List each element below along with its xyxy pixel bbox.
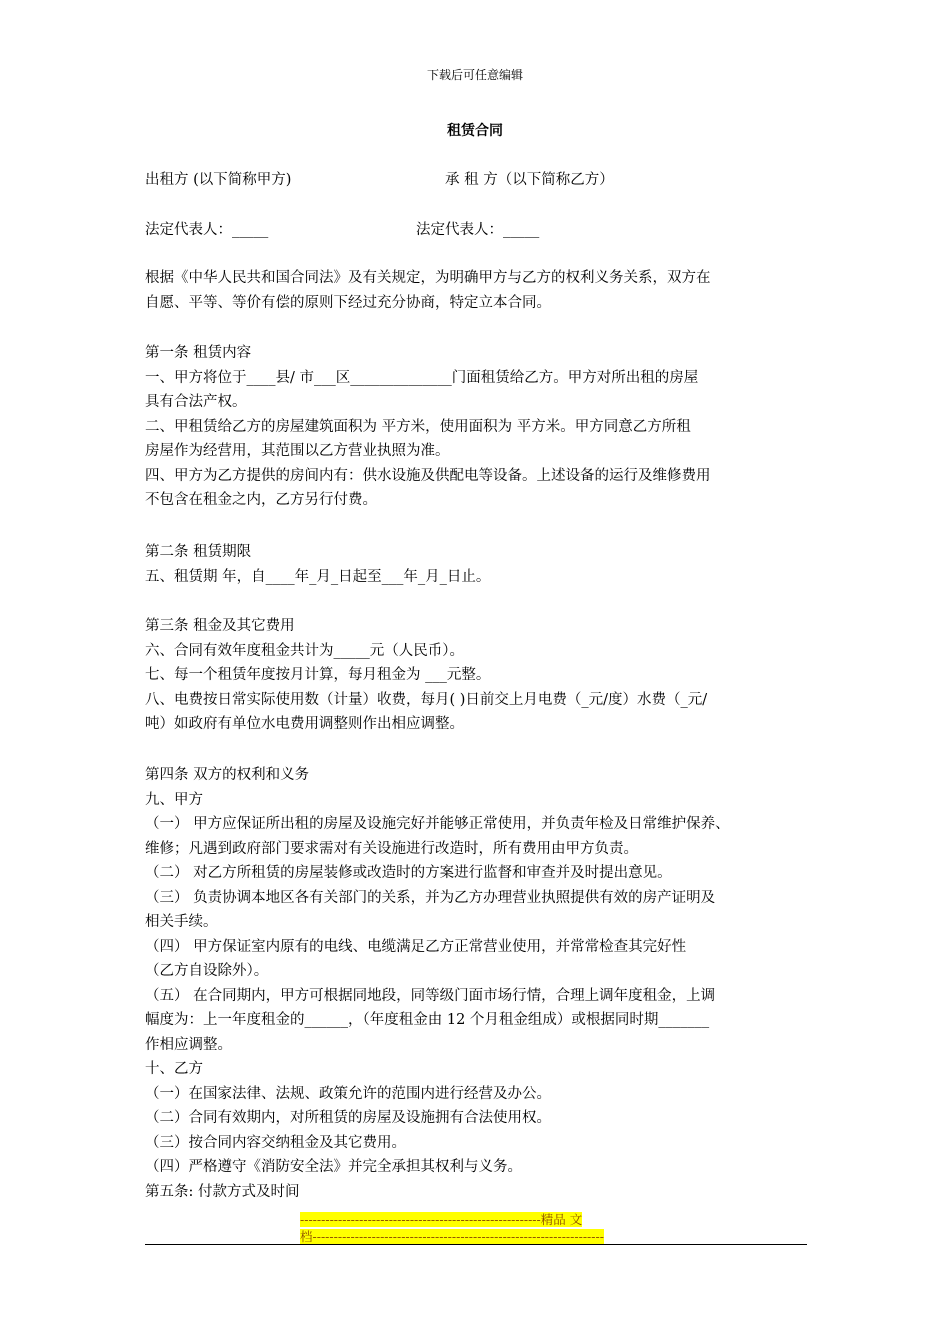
clause-line: 作相应调整。 xyxy=(145,1036,232,1053)
article-2 xyxy=(145,540,807,589)
clause-line: 九、甲方 xyxy=(145,791,203,808)
footer-band-line: 档--------------------------------------------------------------------- xyxy=(300,1229,604,1244)
clause-line: （三）按合同内容交纳租金及其它费用。 xyxy=(145,1134,406,1151)
lessor-representative xyxy=(145,218,268,239)
article-heading: 第五条: 付款方式及时间 xyxy=(145,1183,300,1200)
clause-line: （一）在国家法律、法规、政策允许的范围内进行经营及办公。 xyxy=(145,1085,551,1102)
clause-line: 四、甲方为乙方提供的房间内有：供水设施及供配电等设备。上述设备的运行及维修费用 xyxy=(145,467,711,484)
lessee-representative xyxy=(416,218,539,239)
preamble-line: 根据《中华人民共和国合同法》及有关规定，为明确甲方与乙方的权利义务关系，双方在 xyxy=(145,270,711,286)
lessor-label: 出租方 (以下简称甲方) xyxy=(145,172,292,188)
clause-line: 一、甲方将位于____县/ 市___区______________门面租赁给乙方。甲方对所出租的房屋 xyxy=(145,369,699,386)
lessee-rep-label: 法定代表人： xyxy=(416,222,503,238)
clause-line: 维修；凡遇到政府部门要求需对有关设施进行改造时，所有费用由甲方负责。 xyxy=(145,840,638,857)
preamble-line: 自愿、平等、等价有偿的原则下经过充分协商，特定立本合同。 xyxy=(145,294,551,311)
article-heading: 第二条 租赁期限 xyxy=(145,544,252,560)
document-title: 租赁合同 xyxy=(447,123,503,139)
clause-line: 八、电费按日常实际使用数（计量）收费，每月( )日前交上月电费（_元/度）水费（_元/ xyxy=(145,691,708,708)
footer-band-line: ---------------------------------------------------------精品 文 xyxy=(300,1212,583,1227)
footer-rule xyxy=(145,1244,807,1245)
clause-line: （乙方自设除外）。 xyxy=(145,963,269,979)
footer-band xyxy=(300,1211,648,1245)
clause-line: （四） 甲方保证室内原有的电线、电缆满足乙方正常营业使用，并常常检查其完好性 xyxy=(145,938,687,955)
clause-line: 七、每一个租赁年度按月计算，每月租金为 ___元整。 xyxy=(145,667,491,683)
clause-line: 十、乙方 xyxy=(145,1061,203,1077)
lessee-rep-blank: _____ xyxy=(503,222,540,238)
clause-line: （二） 对乙方所租赁的房屋装修或改造时的方案进行监督和审查并及时提出意见。 xyxy=(145,865,672,881)
clause-line: 六、合同有效年度租金共计为_____元（人民币）。 xyxy=(145,642,464,659)
clause-line: 相关手续。 xyxy=(145,914,218,930)
article-4 xyxy=(145,763,807,1204)
lessor-rep-blank: _____ xyxy=(232,222,269,238)
lessee-label: 承 租 方（以下简称乙方） xyxy=(445,172,614,188)
clause-line: 房屋作为经营用，其范围以乙方营业执照为准。 xyxy=(145,443,450,459)
clause-line: （四）严格遵守《消防安全法》并完全承担其权利与义务。 xyxy=(145,1159,522,1175)
clause-line: 不包含在租金之内，乙方另行付费。 xyxy=(145,492,377,508)
article-heading: 第三条 租金及其它费用 xyxy=(145,618,295,634)
article-1 xyxy=(145,341,807,513)
clause-line: 五、租赁期 年，自____年_月_日起至___年_月_日止。 xyxy=(145,568,491,585)
lessor-rep-label: 法定代表人： xyxy=(145,222,232,238)
article-3 xyxy=(145,614,807,737)
clause-line: （五） 在合同期内，甲方可根据同地段，同等级门面市场行情，合理上调年度租金，上调 xyxy=(145,987,716,1004)
clause-line: 二、甲租赁给乙方的房屋建筑面积为 平方米，使用面积为 平方米。甲方同意乙方所租 xyxy=(145,418,691,435)
clause-line: （二）合同有效期内，对所租赁的房屋及设施拥有合法使用权。 xyxy=(145,1110,551,1126)
article-heading: 第四条 双方的权利和义务 xyxy=(145,767,310,783)
header-note: 下载后可任意编辑 xyxy=(426,68,523,82)
clause-line: （三） 负责协调本地区各有关部门的关系，并为乙方办理营业执照提供有效的房产证明及 xyxy=(145,889,716,906)
article-heading: 第一条 租赁内容 xyxy=(145,345,252,361)
clause-line: 具有合法产权。 xyxy=(145,394,247,410)
preamble xyxy=(145,266,807,315)
clause-line: 吨）如政府有单位水电费用调整则作出相应调整。 xyxy=(145,716,464,732)
clause-line: 幅度为：上一年度租金的______，（年度租金由 12 个月租金组成）或根据同时期_______ xyxy=(145,1012,710,1028)
clause-line: （一） 甲方应保证所出租的房屋及设施完好并能够正常使用，并负责年检及日常维护保养、 xyxy=(145,816,730,832)
